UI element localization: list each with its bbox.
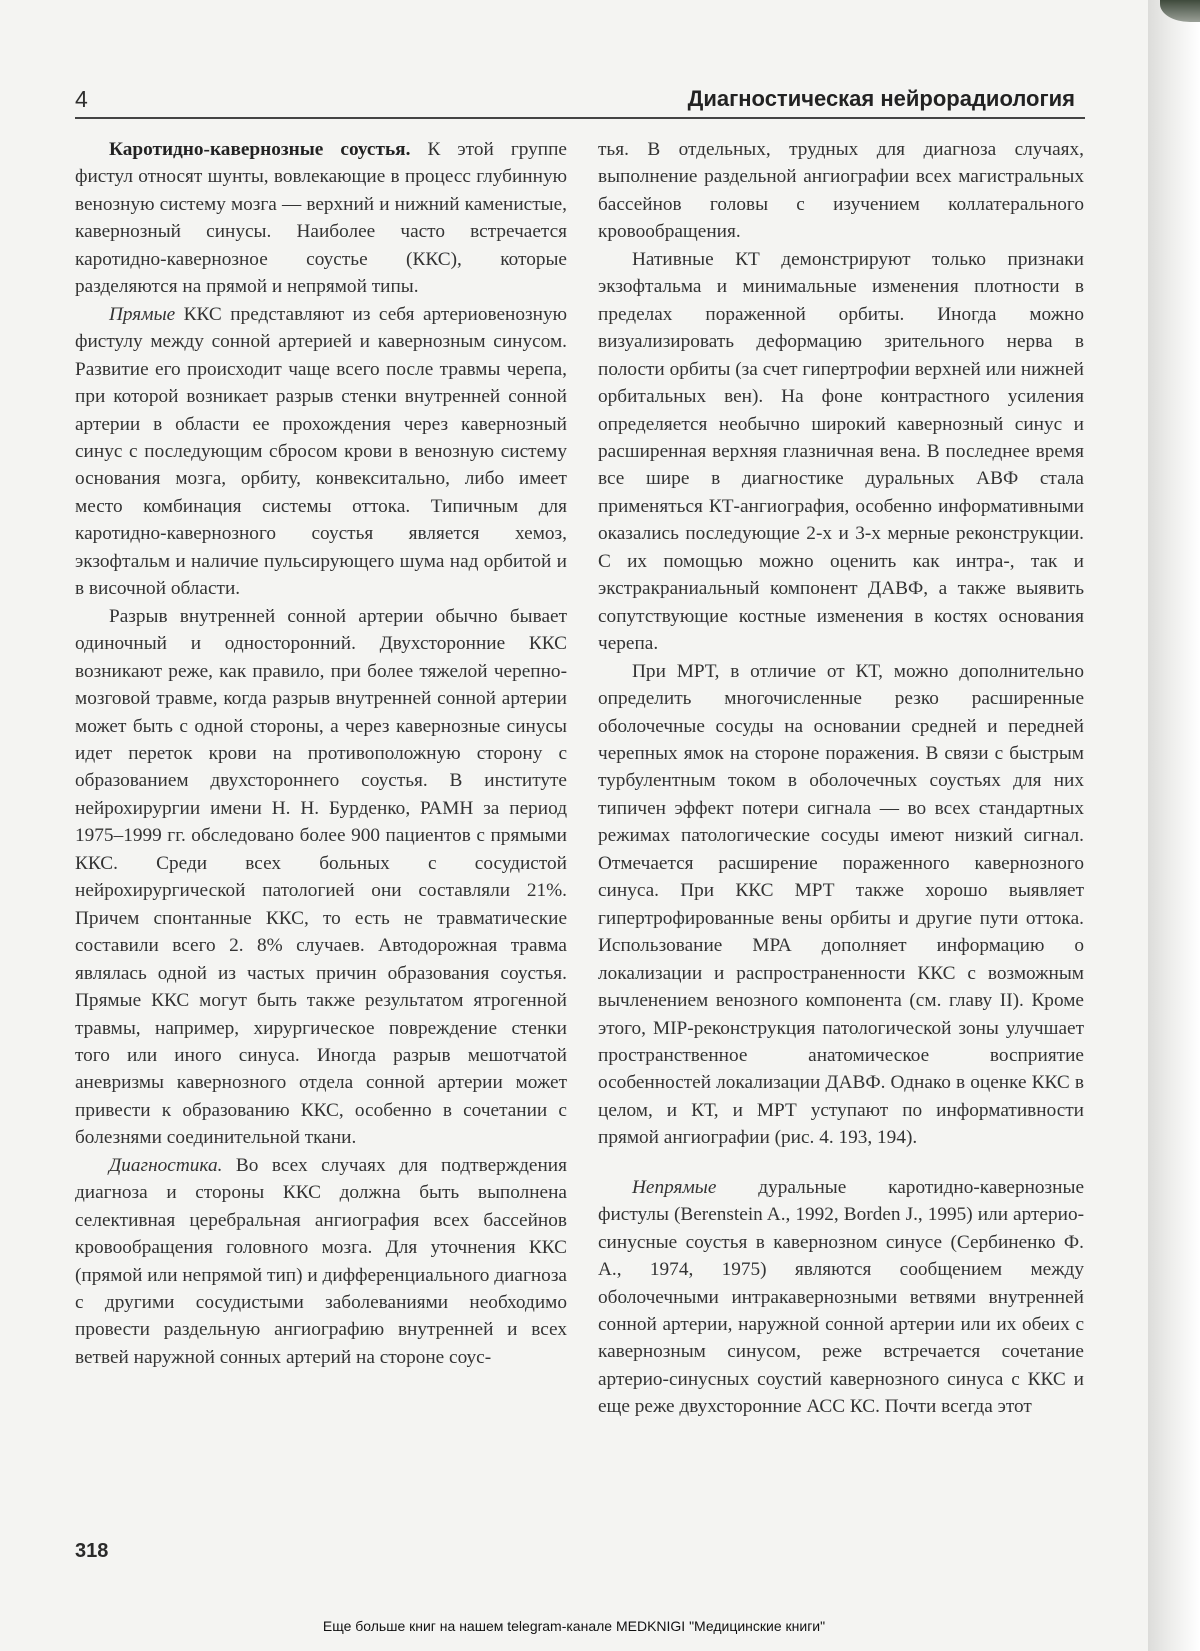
- paragraph-text: Во всех случаях для подтверждения диагноза и стороны ККС должна быть выполнена селективная церебральная ангиография всех бассейнов кровообращения головного мозга. Для уточнения ККС (прямой или непрямой тип) и дифференциального диагноза с другими сосудистыми заболеваниями необходимо провести раздельную ангиографию внутренней и всех ветвей наружной сонных артерий на стороне соус-: [75, 1154, 567, 1368]
- chapter-number: 4: [75, 86, 88, 112]
- section-heading: Каротидно-кавернозные соустья.: [109, 139, 411, 160]
- paragraph-text: дуральные каротидно-кавернозные фистулы (Berenstein A., 1992, Borden J., 1995) или артерио-синусные соустья в кавернозном синусе (Сербиненко Ф. А., 1974, 1975) являются сообщением между оболочечными интракавернозными ветвями внутренней сонной артерии, наружной сонной артерии или их обеих с кавернозным синусом, реже встречается сочетание артерио-синусных соустий кавернозного синуса с ККС и еще реже двухсторонние АСС КС. Почти всегда этот: [598, 1176, 1084, 1418]
- book-title: Диагностическая нейрорадиология: [687, 86, 1075, 111]
- page-number: 318: [75, 1540, 109, 1562]
- right-column: [598, 136, 1084, 1551]
- paragraph-text: При МРТ, в отличие от КТ, можно дополнительно определить многочисленные резко расширенные оболочечные сосуды на основании средней и передней черепных ямок на стороне поражения. В связи с быстрым турбулентным током в оболочечных соустьях для них типичен эффект потери сигнала — во всех стандартных режимах патологические сосуды имеют низкий сигнал. Отмечается расширение пораженного кавернозного синуса. При ККС МРТ также хорошо выявляет гипертрофированные вены орбиты и другие пути оттока. Использование МРА дополняет информацию о локализации и распространенности ККС с возможным вычленением венозного компонента (см. главу II). Кроме этого, MIP-реконструкция патологической зоны улучшает пространственное анатомическое восприятие особенностей локализации ДАВФ. Однако в оценке ККС в целом, и КТ, и МРТ уступают по информативности прямой ангиографии (рис. 4. 193, 194).: [598, 660, 1084, 1149]
- paragraph: [75, 301, 567, 603]
- paragraph-text: Нативные КТ демонстрируют только признаки экзофтальма и минимальные изменения плотности в пределах пораженной орбиты. Иногда можно визуализировать деформацию зрительного нерва в полости орбиты (за счет гипертрофии верхней или нижней орбитальных вен). На фоне контрастного усиления определяется необычно широкий кавернозный синус и расширенная верхняя глазничная вена. В последнее время все шире в диагностике дуральных АВФ стала применяться КТ-ангиография, особенно информативными оказались последующие 2-х и 3-х мерные реконструкции. С их помощью можно оценить как интра-, так и экстракраниальный компонент ДАВФ, а также выявить сопутствующие костные изменения в костях основания черепа.: [598, 248, 1084, 655]
- paragraph: [598, 136, 1084, 246]
- paragraph-text: К этой группе фистул относят шунты, вовлекающие в процесс глубинную венозную систему мозга — верхний и нижний каменистые, кавернозный синусы. Наиболее часто встречается каротидно-кавернозное соустье (ККС), которые разделяются на прямой и непрямой типы.: [75, 139, 567, 298]
- italic-lead: Прямые: [109, 303, 176, 325]
- left-column: [75, 136, 567, 1551]
- paragraph-text: тья. В отдельных, трудных для диагноза случаях, выполнение раздельной ангиографии всех магистральных бассейнов головы с изучением коллатерального кровообращения.: [598, 139, 1084, 243]
- italic-lead: Диагностика.: [109, 1154, 223, 1176]
- italic-lead: Непрямые: [632, 1176, 717, 1198]
- running-head: [75, 86, 1075, 118]
- paragraph: [75, 1152, 567, 1372]
- paragraph: [598, 1174, 1084, 1421]
- paragraph: [598, 658, 1084, 1152]
- telegram-watermark: Еще больше книг на нашем telegram-канале MEDKNIGI "Медицинские книги": [322, 1618, 826, 1634]
- paragraph: [75, 136, 567, 301]
- paragraph: [75, 603, 567, 1152]
- header-rule: [75, 117, 1085, 119]
- paragraph-text: ККС представляют из себя артериовенозную фистулу между сонной артерией и кавернозным синусом. Развитие его происходит чаще всего после травмы черепа, при которой возникает разрыв стенки внутренней сонной артерии в области ее прохождения через кавернозный синус с последующим сбросом крови в венозную систему основания мозга, орбиту, конвекситально, либо имеет место комбинация системы оттока. Типичным для каротидно-кавернозного соустья является хемоз, экзофтальм и наличие пульсирующего шума над орбитой и в височной области.: [75, 303, 567, 600]
- paragraph: [598, 246, 1084, 658]
- page-edge-shadow: [1148, 0, 1200, 1651]
- paragraph-text: Разрыв внутренней сонной артерии обычно бывает одиночный и односторонний. Двухсторонние ККС возникают реже, как правило, при более тяжелой черепно-мозговой травме, когда разрыв внутренней сонной артерии может быть с одной стороны, а через кавернозные синусы идет переток крови на противоположную сторону с образованием двухстороннего соустья. В институте нейрохирургии имени Н. Н. Бурденко, РАМН за период 1975–1999 гг. обследовано более 900 пациентов с прямыми ККС. Среди всех больных с сосудистой нейрохирургической патологией они составляли 21%. Причем спонтанные ККС, то есть не травматические составили всего 2. 8% случаев. Автодорожная травма являлась одной из частых причин образования соустья. Прямые ККС могут быть также результатом ятрогенной травмы, например, хирургическое повреждение стенки того или иного синуса. Иногда разрыв мешотчатой аневризмы кавернозного отдела сонной артерии может привести к образованию ККС, особенно в сочетании с болезнями соединительной ткани.: [75, 605, 567, 1149]
